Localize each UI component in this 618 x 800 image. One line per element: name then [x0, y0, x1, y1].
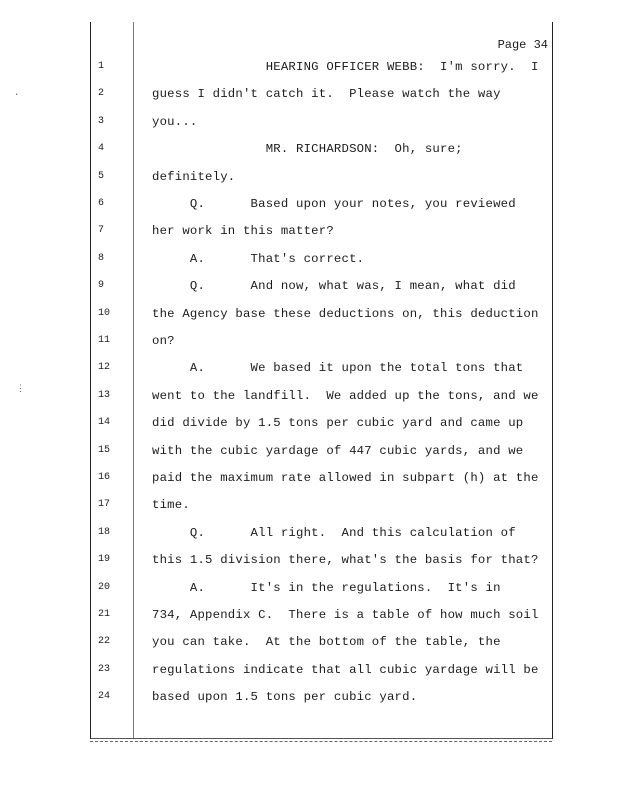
bottom-rule	[90, 741, 552, 742]
transcript-line: A. We based it upon the total tons that	[152, 361, 524, 376]
transcript-line: Q. All right. And this calculation of	[152, 525, 516, 540]
transcript-line: this 1.5 division there, what's the basis for that?	[152, 553, 539, 568]
line-number: 8	[98, 252, 105, 264]
transcript-line: the Agency base these deductions on, this deduction	[152, 306, 539, 321]
transcript-line: time.	[152, 498, 190, 513]
line-number: 16	[98, 472, 111, 483]
line-number: 1	[98, 61, 105, 72]
line-number: 21	[98, 609, 111, 620]
transcript-line: you...	[152, 114, 198, 129]
transcript-line: Q. Based upon your notes, you reviewed	[152, 197, 516, 211]
line-number: 15	[98, 444, 111, 456]
line-number: 19	[98, 554, 111, 566]
transcript-line: MR. RICHARDSON: Oh, sure;	[152, 142, 463, 157]
line-number: 2	[98, 88, 105, 100]
transcript-line: 734, Appendix C. There is a table of how much soil	[152, 608, 539, 622]
transcript-line: guess I didn't catch it. Please watch the way	[152, 87, 501, 102]
transcript-line: regulations indicate that all cubic yardage will be	[152, 662, 539, 677]
transcript-line: did divide by 1.5 tons per cubic yard and came up	[152, 416, 524, 431]
transcript-line: with the cubic yardage of 447 cubic yards, and we	[152, 443, 524, 458]
line-number: 12	[98, 362, 111, 374]
transcript-line: A. That's correct.	[152, 251, 365, 266]
line-number: 4	[98, 143, 105, 155]
line-number: 3	[98, 115, 105, 127]
transcript-line: based upon 1.5 tons per cubic yard.	[152, 690, 418, 705]
line-number: 13	[98, 389, 111, 401]
line-number: 5	[98, 170, 105, 182]
line-number: 7	[98, 225, 105, 237]
scan-speck: ·	[14, 90, 20, 100]
line-number: 23	[98, 663, 111, 675]
line-number: 18	[98, 526, 111, 538]
line-number: 24	[98, 691, 111, 703]
line-number: 17	[98, 499, 111, 511]
page-number: Page 34	[497, 38, 548, 52]
line-number: 11	[98, 335, 111, 346]
transcript-line: went to the landfill. We added up the tons, and we	[152, 388, 539, 403]
transcript-line: you can take. At the bottom of the table, the	[152, 635, 501, 650]
line-number-margin-rule	[133, 22, 134, 738]
page-frame	[90, 22, 553, 739]
transcript-line: on?	[152, 334, 175, 348]
transcript-line: her work in this matter?	[152, 224, 334, 239]
line-number: 14	[98, 417, 111, 429]
transcript-line: Q. And now, what was, I mean, what did	[152, 279, 516, 294]
transcript-line: HEARING OFFICER WEBB: I'm sorry. I	[152, 60, 539, 74]
line-number: 9	[98, 280, 105, 292]
line-number: 20	[98, 581, 111, 593]
line-number: 10	[98, 307, 111, 319]
line-number: 22	[98, 636, 111, 648]
scan-speck: ⋮	[16, 384, 25, 394]
line-number: 6	[98, 198, 105, 209]
transcript-line: A. It's in the regulations. It's in	[152, 580, 501, 595]
transcript-line: paid the maximum rate allowed in subpart (h) at the	[152, 471, 539, 485]
transcript-line: definitely.	[152, 169, 236, 184]
